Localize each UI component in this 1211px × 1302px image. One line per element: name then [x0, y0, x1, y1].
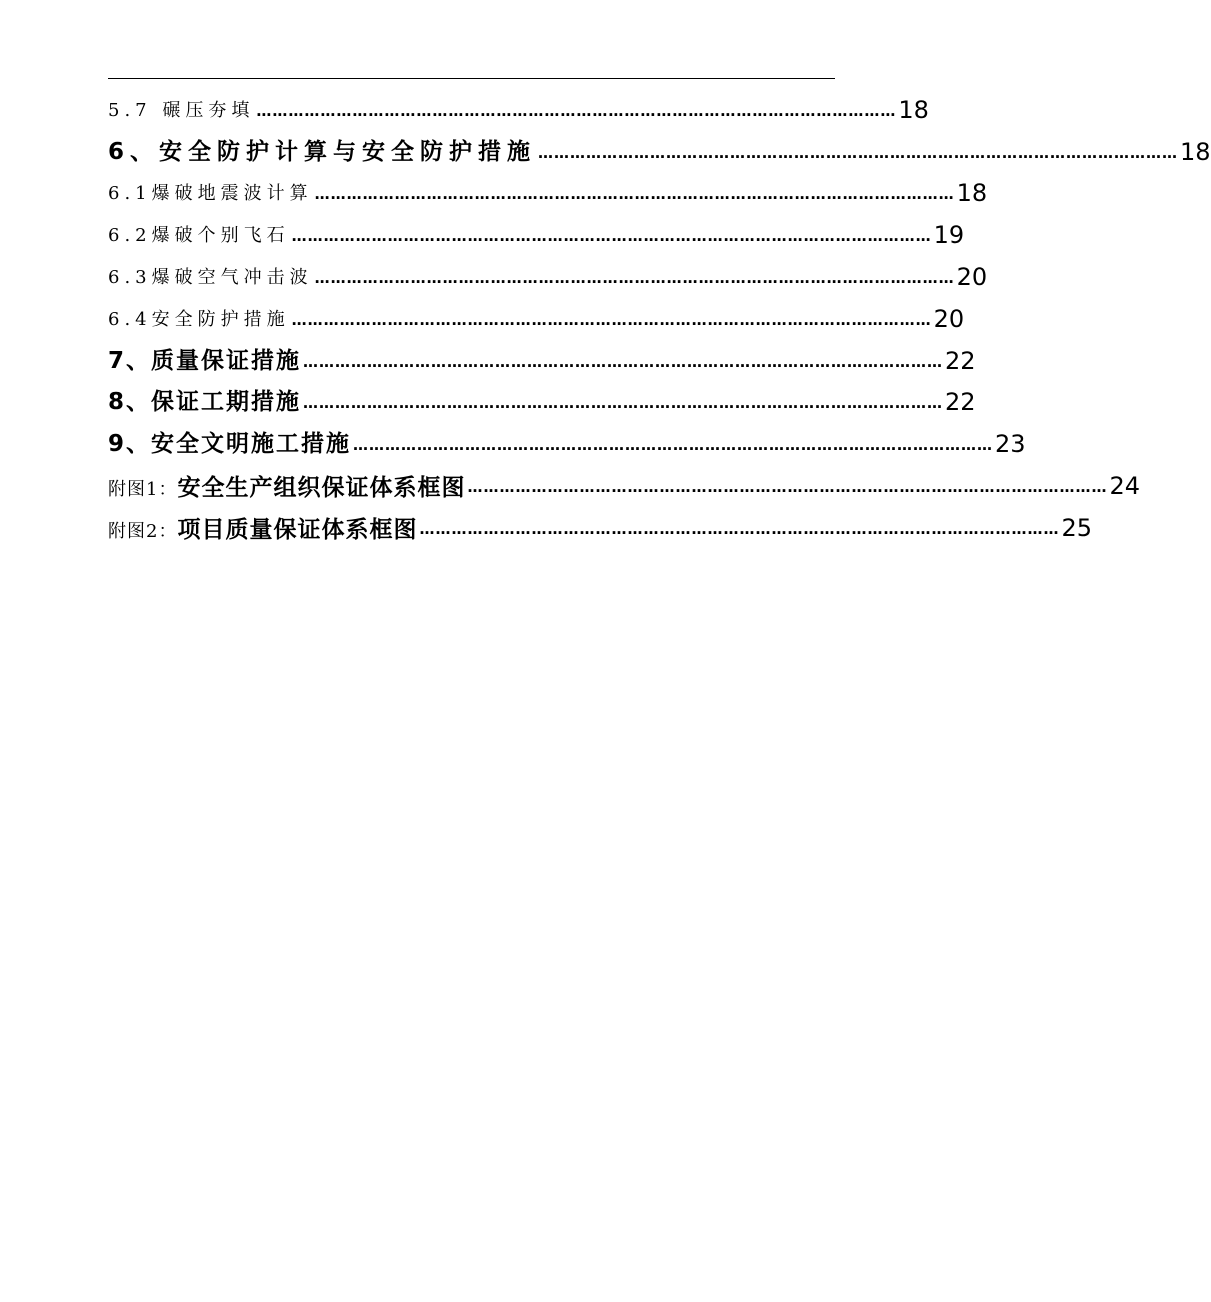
- toc-entry-label: 6.3爆破空气冲击波: [108, 266, 313, 288]
- toc-entry-label: 6.1爆破地震波计算: [108, 183, 313, 205]
- toc-page-number: 22: [945, 388, 976, 417]
- header-rule: [108, 78, 835, 79]
- toc-entry-6-3[interactable]: [108, 251, 988, 293]
- dot-leader: …………………………………………………………………………………………………………: [467, 477, 1108, 496]
- dot-leader: …………………………………………………………………………………………………………: [256, 101, 897, 120]
- toc-entry-6[interactable]: [108, 126, 1211, 168]
- appendix-prefix: 附图1：: [108, 478, 178, 500]
- toc-page-number: 24: [1109, 471, 1140, 500]
- appendix-prefix: 附图2：: [108, 520, 178, 542]
- dot-leader: …………………………………………………………………………………………………………: [303, 394, 944, 413]
- toc-entry-label-group: [108, 511, 417, 544]
- toc-entry-5-7[interactable]: [108, 84, 929, 126]
- toc-page-number: 23: [995, 430, 1026, 459]
- dot-leader: …………………………………………………………………………………………………………: [314, 185, 955, 204]
- toc-entry-label: 6.4安全防护措施: [108, 308, 290, 330]
- toc-page-number: 22: [945, 346, 976, 375]
- toc-entry-label: 6、安全防护计算与安全防护措施: [108, 138, 537, 165]
- toc-page-number: 20: [956, 262, 988, 291]
- dot-leader: …………………………………………………………………………………………………………: [419, 519, 1060, 538]
- toc-page-number: 25: [1061, 513, 1092, 542]
- toc-entry-6-1[interactable]: [108, 168, 988, 210]
- toc-entry-7[interactable]: [108, 335, 976, 377]
- toc-entry-label: 项目质量保证体系框图: [177, 516, 418, 543]
- toc-page-number: 20: [933, 304, 965, 333]
- dot-leader: …………………………………………………………………………………………………………: [314, 268, 955, 287]
- dot-leader: …………………………………………………………………………………………………………: [353, 436, 994, 455]
- dot-leader: …………………………………………………………………………………………………………: [538, 143, 1179, 162]
- toc-entry-6-2[interactable]: [108, 209, 965, 251]
- toc-entry-6-4[interactable]: [108, 293, 965, 335]
- toc-page-number: 19: [933, 221, 965, 250]
- toc-entry-label-group: [108, 469, 465, 502]
- toc-entry-label: 8、保证工期措施: [108, 389, 302, 416]
- toc-entry-9[interactable]: [108, 418, 1026, 460]
- table-of-contents: [108, 84, 1211, 544]
- toc-page-number: 18: [898, 95, 929, 124]
- toc-entry-label: 安全生产组织保证体系框图: [177, 474, 466, 501]
- toc-entry-appendix-2[interactable]: [108, 502, 1092, 544]
- dot-leader: …………………………………………………………………………………………………………: [303, 352, 944, 371]
- toc-entry-label: 9、安全文明施工措施: [108, 431, 352, 458]
- toc-entry-label: 6.2爆破个别飞石: [108, 225, 290, 247]
- toc-entry-8[interactable]: [108, 377, 976, 419]
- toc-entry-label: 7、质量保证措施: [108, 347, 302, 374]
- dot-leader: …………………………………………………………………………………………………………: [291, 227, 932, 246]
- toc-entry-appendix-1[interactable]: [108, 460, 1140, 502]
- toc-page-number: 18: [956, 179, 988, 208]
- dot-leader: …………………………………………………………………………………………………………: [291, 310, 932, 329]
- toc-page-number: 18: [1180, 137, 1211, 166]
- toc-entry-label: 5.7 碾压夯填: [108, 99, 255, 121]
